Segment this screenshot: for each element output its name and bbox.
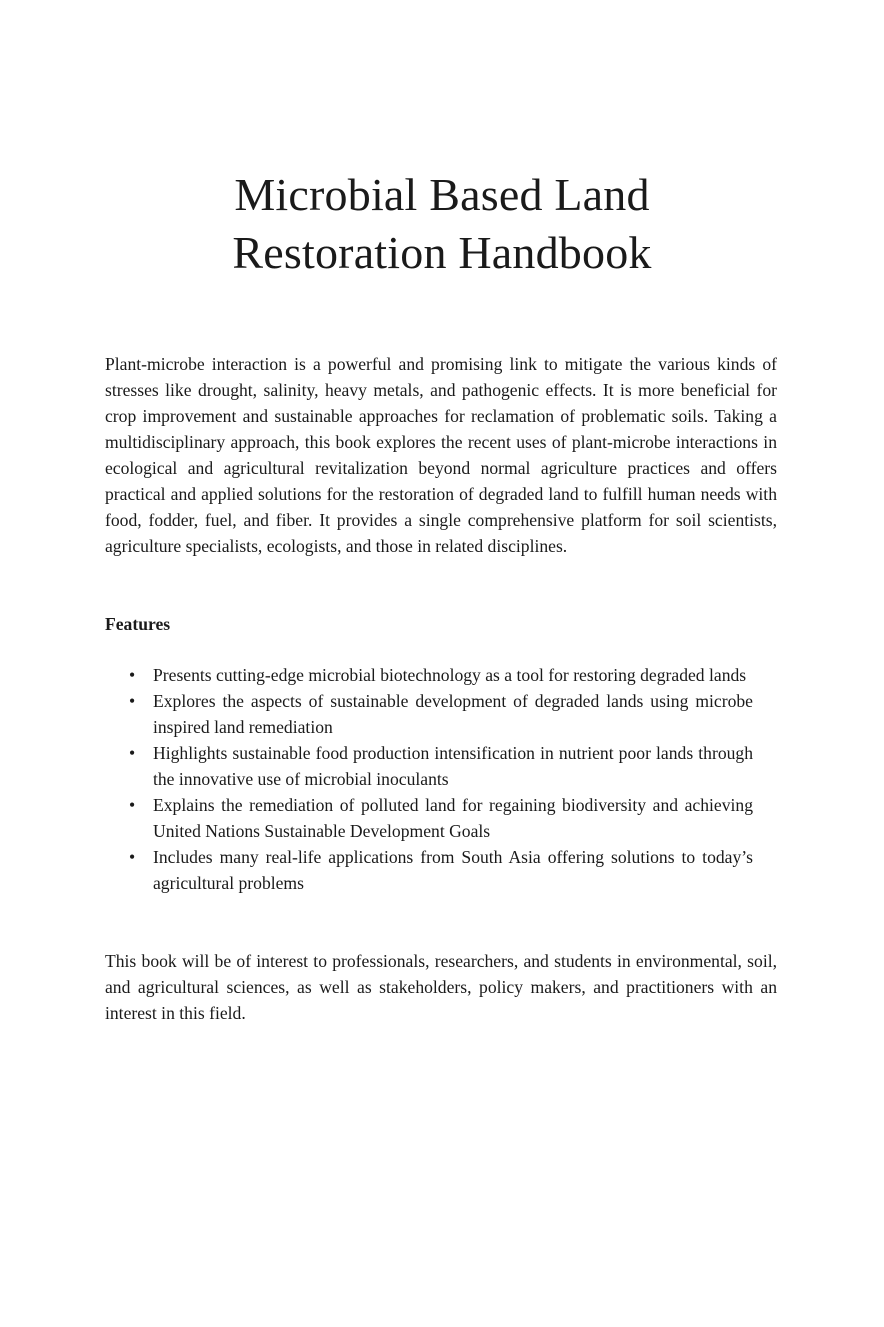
bullet-icon: • — [129, 795, 136, 815]
closing-paragraph: This book will be of interest to professionals, researchers, and students in environmental, soil, and agricultural sciences, as well as stakeholders, policy makers, and practitioners with an interest in this field. — [105, 951, 777, 1023]
feature-text: Explores the aspects of sustainable development of degraded lands using microbe inspired land remediation — [153, 691, 753, 737]
features-heading: Features — [105, 614, 171, 634]
feature-text: Highlights sustainable food production intensification in nutrient poor lands through the innovative use of microbial inoculants — [153, 743, 753, 789]
feature-item — [129, 688, 753, 740]
feature-item — [129, 740, 753, 792]
feature-text: Presents cutting-edge microbial biotechnology as a tool for restoring degraded lands — [153, 665, 747, 685]
features-list — [129, 662, 753, 896]
feature-item — [129, 662, 753, 688]
feature-item — [129, 792, 753, 844]
bullet-icon: • — [129, 743, 136, 763]
title-line-2: Restoration Handbook — [232, 227, 652, 278]
feature-text: Includes many real-life applications from South Asia offering solutions to today’s agricultural problems — [153, 847, 753, 893]
bullet-icon: • — [129, 691, 136, 711]
feature-text: Explains the remediation of polluted land for regaining biodiversity and achieving United Nations Sustainable Development Goals — [153, 795, 753, 841]
bullet-icon: • — [129, 665, 136, 685]
book-title — [0, 166, 884, 282]
feature-item — [129, 844, 753, 896]
title-line-1: Microbial Based Land — [234, 169, 650, 220]
intro-paragraph: Plant-microbe interaction is a powerful and promising link to mitigate the various kinds of stresses like drought, salinity, heavy metals, and pathogenic effects. It is more beneficial for crop improvement and sustainable approaches for reclamation of problematic soils. Taking a multidisciplinary approach, this book explores the recent uses of plant-microbe interactions in ecological and agricultural revitalization beyond normal agriculture practices and offers practical and applied solutions for the restoration of degraded land to fulfill human needs with food, fodder, fuel, and fiber. It provides a single comprehensive platform for soil scientists, agriculture specialists, ecologists, and those in related disciplines. — [105, 354, 777, 556]
bullet-icon: • — [129, 847, 136, 867]
